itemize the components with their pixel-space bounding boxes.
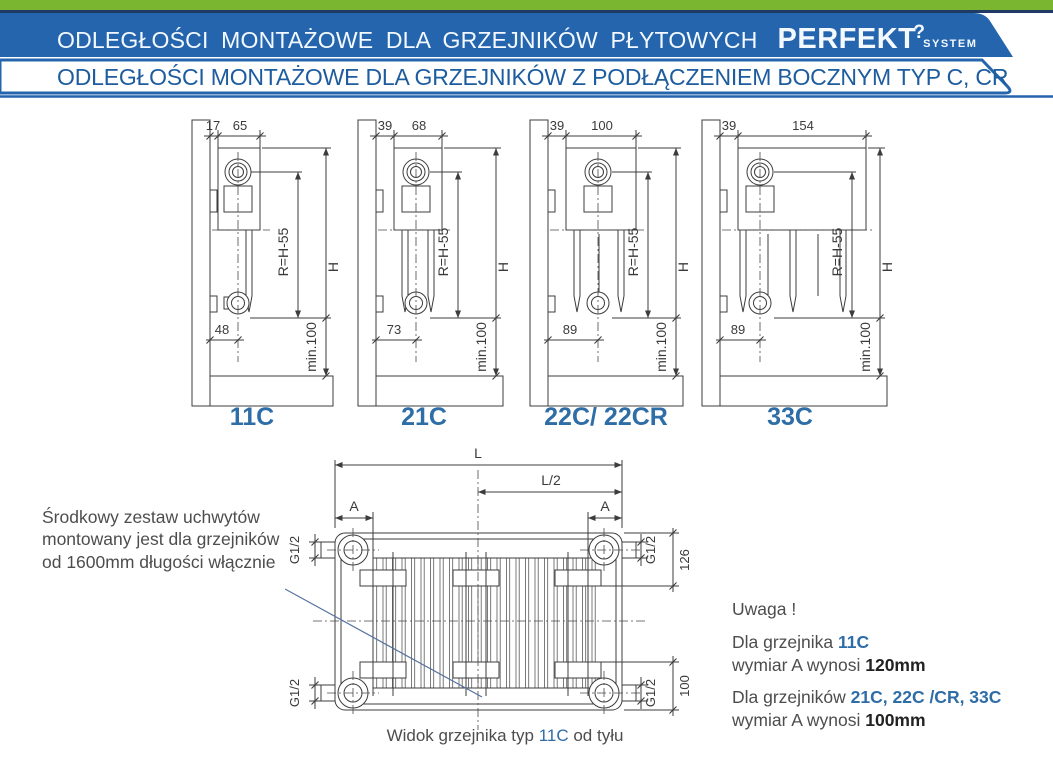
svg-text:min.100: min.100	[303, 322, 319, 372]
svg-text:100: 100	[677, 675, 692, 697]
p1-types: 11C	[838, 631, 870, 652]
p2-prefix: Dla grzejników	[732, 687, 851, 708]
svg-text:min.100: min.100	[857, 322, 873, 372]
svg-text:73: 73	[386, 322, 402, 337]
svg-text:R=H-55: R=H-55	[625, 227, 641, 277]
svg-text:39: 39	[549, 118, 565, 133]
page-title	[57, 22, 977, 56]
svg-text:min.100: min.100	[473, 322, 489, 372]
caption-type: 11C	[538, 726, 569, 745]
p1-line2: wymiar A wynosi	[732, 654, 866, 675]
svg-text:H: H	[879, 261, 895, 273]
diagram-11c	[180, 100, 355, 435]
page-subtitle: ODLEGŁOŚCI MONTAŻOWE DLA GRZEJNIKÓW Z PODŁĄCZENIEM BOCZNYM TYP C, CR	[57, 64, 1009, 90]
note-left	[42, 506, 279, 573]
svg-text:89: 89	[562, 322, 578, 337]
svg-text:68: 68	[411, 118, 427, 133]
logo-sub: SYSTEM	[923, 38, 978, 50]
svg-text:126: 126	[677, 549, 692, 571]
type-label-11c: 11C	[229, 403, 275, 431]
radiator-rear-body	[335, 533, 622, 710]
diagram-33c	[690, 100, 905, 435]
svg-text:G1/2: G1/2	[643, 535, 658, 565]
note-left-line2: montowany jest dla grzejników	[42, 529, 280, 550]
svg-text:H: H	[675, 261, 691, 273]
p2-value: 100mm	[865, 710, 926, 730]
type-label-22c-22cr: 22C/ 22CR	[544, 403, 668, 431]
svg-text:89: 89	[730, 322, 746, 337]
perfekt-logo	[778, 22, 978, 56]
note-left-line3: od 1600mm długości włącznie	[42, 551, 276, 572]
type-label-21c: 21C	[401, 403, 447, 431]
diagram-22c-22cr	[518, 100, 713, 435]
svg-text:A: A	[600, 498, 610, 514]
rear-view-caption	[330, 726, 680, 746]
svg-text:R=H-55: R=H-55	[275, 227, 291, 277]
svg-text:39: 39	[377, 118, 393, 133]
svg-text:17: 17	[205, 118, 221, 133]
svg-text:L/2: L/2	[541, 472, 561, 488]
svg-text:L: L	[474, 445, 482, 461]
caption-suffix: od tyłu	[568, 726, 624, 745]
svg-text:39: 39	[721, 118, 737, 133]
page-title-text: ODLEGŁOŚCI MONTAŻOWE DLA GRZEJNIKÓW PŁYTOWYCH	[57, 27, 758, 53]
svg-text:R=H-55: R=H-55	[435, 227, 451, 277]
svg-text:H: H	[325, 261, 341, 273]
p2-line2: wymiar A wynosi	[732, 710, 866, 730]
note-left-line1: Środkowy zestaw uchwytów	[42, 507, 260, 527]
note-right-paragraph-1	[732, 631, 1001, 677]
svg-text:65: 65	[232, 118, 248, 133]
svg-text:G1/2: G1/2	[643, 678, 658, 708]
note-right-paragraph-2	[732, 686, 1001, 732]
caption-prefix: Widok grzejnika typ	[386, 726, 539, 745]
diagram-21c	[346, 100, 526, 435]
logo-brand: PERFEKT	[777, 23, 917, 55]
note-right	[732, 598, 1001, 732]
svg-text:min.100: min.100	[653, 322, 669, 372]
svg-text:100: 100	[591, 118, 613, 133]
logo-hook-icon: ?	[913, 22, 926, 43]
svg-text:48: 48	[214, 322, 230, 337]
svg-text:H: H	[495, 261, 511, 273]
svg-text:R=H-55: R=H-55	[829, 227, 845, 277]
diagram-rear-view	[285, 440, 765, 769]
svg-text:G1/2: G1/2	[287, 678, 302, 708]
svg-text:G1/2: G1/2	[287, 535, 302, 565]
type-label-33c: 33C	[767, 403, 813, 431]
svg-text:154: 154	[792, 118, 814, 133]
svg-text:A: A	[349, 498, 359, 514]
p2-types: 21C, 22C /CR, 33C	[850, 687, 1002, 708]
p1-value: 120mm	[865, 654, 926, 675]
p1-prefix: Dla grzejnika	[732, 631, 839, 652]
note-right-heading: Uwaga !	[732, 599, 797, 619]
top-green-bar	[0, 0, 1053, 10]
